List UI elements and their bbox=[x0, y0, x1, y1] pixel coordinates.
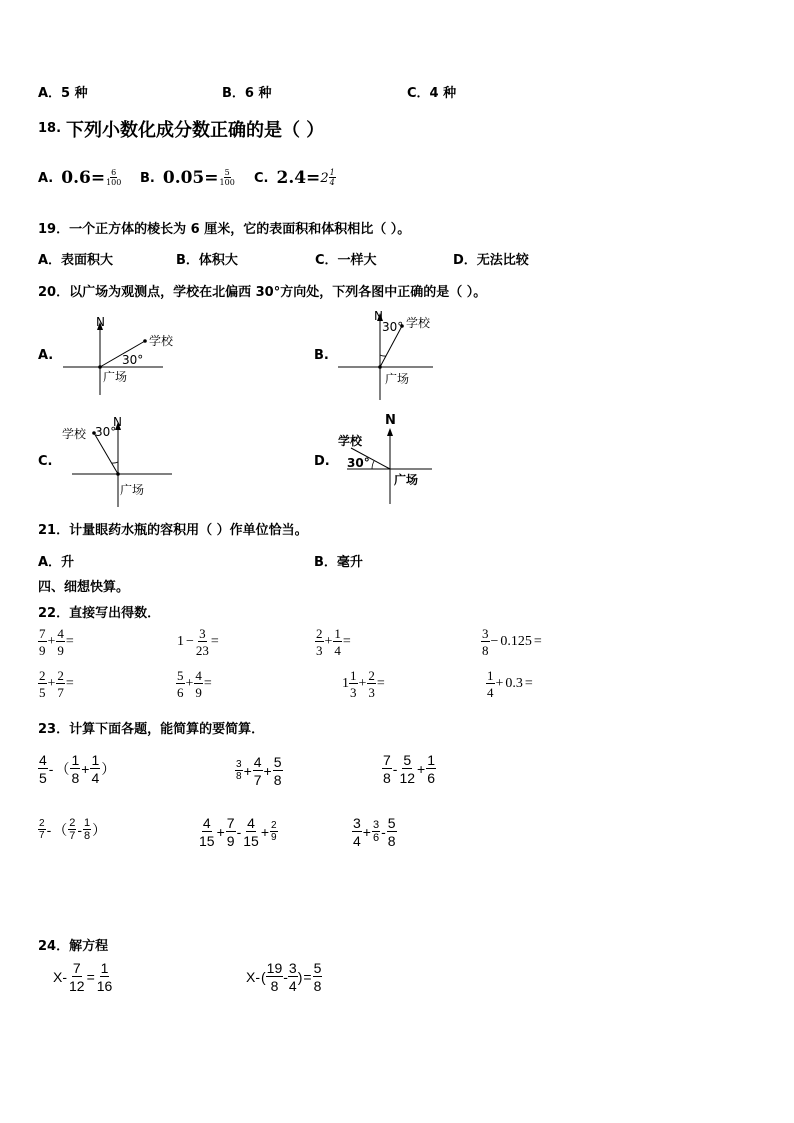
q18-option-b-fraction bbox=[219, 169, 236, 187]
q18-option-c bbox=[254, 168, 336, 188]
q23-expr-4: $\frac{2}{7}$ - （ $\frac{2}{7}$ - $\frac{1}{8}$ ） bbox=[39, 817, 107, 842]
fraction: $\frac{5}{8}$ bbox=[387, 815, 396, 849]
numerator: 6 bbox=[111, 168, 117, 177]
q23-expr-2: $\frac{3}{8}$ + $\frac{4}{7}$ + $\frac{5}{8}$ bbox=[236, 754, 282, 788]
q21-option-b: B．毫升 bbox=[314, 555, 363, 570]
school-label: 学校 bbox=[338, 434, 363, 448]
q17-option-c: C．4 种 bbox=[407, 86, 457, 101]
fraction: $\frac{1}{16}$ bbox=[96, 960, 113, 994]
q22-expr-7: 1 $\frac{1}{3}$ + $\frac{2}{3}$ = bbox=[342, 668, 385, 700]
q20-label-a: A. bbox=[38, 348, 54, 363]
q20-diagram-a bbox=[55, 310, 175, 400]
square-label: 广场 bbox=[394, 473, 419, 487]
q20-diagram-c bbox=[60, 410, 180, 510]
q18-option-a-expr: 0.6= bbox=[61, 168, 106, 188]
q21-option-a: A．升 bbox=[38, 555, 75, 570]
q18-option-a bbox=[38, 168, 122, 188]
square-point bbox=[378, 365, 382, 369]
fraction: $\frac{19}{8}$ bbox=[266, 960, 283, 994]
fraction: $\frac{3}{8}$ bbox=[482, 626, 489, 658]
q20-diagram-b bbox=[330, 305, 450, 405]
fraction: $\frac{7}{12}$ bbox=[69, 960, 85, 994]
q19-option-d: D．无法比较 bbox=[453, 253, 529, 268]
north-label: N bbox=[385, 413, 396, 428]
q18-option-c-expr: 2.4= bbox=[276, 168, 321, 188]
q22-expr-4: $\frac{3}{8}$ − 0.125 = bbox=[482, 626, 542, 658]
q23-text: 23．计算下面各题，能简算的要简算． bbox=[38, 722, 265, 737]
angle-arc bbox=[372, 461, 374, 469]
square-point bbox=[98, 365, 102, 369]
square-label: 广场 bbox=[103, 370, 128, 384]
north-label: N bbox=[374, 309, 383, 323]
q22-expr-5: $\frac{2}{5}$ + $\frac{2}{7}$ = bbox=[39, 668, 74, 700]
q17-option-a: A．5 种 bbox=[38, 86, 88, 101]
angle-label: 30° bbox=[382, 320, 404, 334]
q21-text: 21．计量眼药水瓶的容积用（ ）作单位恰当。 bbox=[38, 523, 308, 538]
fraction: $\frac{1}{4}$ bbox=[334, 626, 341, 658]
school-label: 学校 bbox=[62, 427, 87, 441]
fraction: $\frac{4}{7}$ bbox=[253, 754, 262, 788]
q17-option-b: B．6 种 bbox=[222, 86, 272, 101]
fraction: $\frac{4}{5}$ bbox=[39, 752, 47, 786]
q23-expr-6: $\frac{3}{4}$ + $\frac{3}{6}$ - $\frac{5}{8}$ bbox=[353, 815, 396, 849]
q22-expr-2: 1 − $\frac{3}{23}$ = bbox=[177, 626, 219, 658]
fraction: $\frac{1}{8}$ bbox=[84, 817, 91, 842]
q18-number: 18. bbox=[38, 121, 62, 136]
fraction: $\frac{7}{9}$ bbox=[226, 815, 235, 849]
fraction: $\frac{2}{5}$ bbox=[39, 668, 46, 700]
fraction: $\frac{1}{3}$ bbox=[350, 668, 357, 700]
q18-option-c-label: C. bbox=[254, 170, 269, 186]
fraction: $\frac{2}{7}$ bbox=[57, 668, 64, 700]
square-label: 广场 bbox=[120, 483, 145, 497]
fraction: $\frac{3}{23}$ bbox=[195, 626, 209, 658]
angle-label: 30° bbox=[95, 425, 117, 439]
fraction: $\frac{4}{15}$ bbox=[243, 815, 259, 849]
angle-arc bbox=[380, 355, 386, 356]
q20-diagram-d bbox=[335, 408, 445, 508]
north-label: N bbox=[96, 315, 105, 329]
square-point bbox=[116, 472, 120, 476]
fraction: $\frac{4}{15}$ bbox=[199, 815, 215, 849]
q24-text: 24．解方程 bbox=[38, 939, 109, 954]
q22-text: 22．直接写出得数． bbox=[38, 606, 161, 621]
fraction: $\frac{5}{8}$ bbox=[313, 960, 322, 994]
fraction: $\frac{2}{3}$ bbox=[316, 626, 323, 658]
q18-option-b-expr: 0.05= bbox=[162, 168, 219, 188]
square-label: 广场 bbox=[385, 372, 410, 386]
fraction: $\frac{4}{9}$ bbox=[57, 626, 64, 658]
q23-expr-5: $\frac{4}{15}$ + $\frac{7}{9}$ - $\frac{4}{15}$ + $\frac{2}{9}$ bbox=[199, 815, 277, 849]
q19-option-c: C．一样大 bbox=[315, 253, 377, 268]
q19-option-b: B．体积大 bbox=[176, 253, 238, 268]
q22-expr-3: $\frac{2}{3}$ + $\frac{1}{4}$ = bbox=[316, 626, 351, 658]
direction-line bbox=[94, 433, 118, 474]
fraction: $\frac{3}{4}$ bbox=[353, 815, 361, 849]
q24-equation-1: X- $\frac{7}{12}$ = $\frac{1}{16}$ bbox=[53, 960, 113, 994]
angle-label: 30° bbox=[122, 353, 144, 367]
angle-label: 30° bbox=[347, 456, 370, 470]
fraction: $\frac{7}{8}$ bbox=[383, 752, 391, 786]
q22-expr-1: $\frac{7}{9}$ + $\frac{4}{9}$ = bbox=[39, 626, 74, 658]
north-label: N bbox=[113, 415, 122, 429]
q19-text: 19．一个正方体的棱长为 6 厘米，它的表面积和体积相比（ ）。 bbox=[38, 222, 411, 237]
q20-label-d: D. bbox=[314, 454, 330, 469]
q23-expr-1: $\frac{4}{5}$ - （ $\frac{1}{8}$ + $\frac{1}{4}$ ） bbox=[39, 752, 116, 786]
q20-label-c: C. bbox=[38, 454, 53, 469]
denominator: 100 bbox=[219, 178, 235, 187]
q18-option-c-fraction bbox=[329, 169, 336, 187]
fraction: $\frac{3}{6}$ bbox=[372, 819, 380, 844]
numerator: 5 bbox=[224, 168, 230, 177]
section-heading: 四、细想快算。 bbox=[38, 580, 130, 595]
q18-title: 下列小数化成分数正确的是（ ） bbox=[66, 120, 325, 141]
q18-option-b bbox=[140, 168, 236, 188]
q20-label-b: B. bbox=[314, 348, 329, 363]
fraction: $\frac{2}{7}$ bbox=[39, 818, 45, 841]
fraction: $\frac{2}{3}$ bbox=[368, 668, 375, 700]
fraction: $\frac{2}{9}$ bbox=[271, 820, 277, 843]
fraction: $\frac{4}{9}$ bbox=[195, 668, 202, 700]
q22-expr-6: $\frac{5}{6}$ + $\frac{4}{9}$ = bbox=[177, 668, 212, 700]
fraction: $\frac{1}{4}$ bbox=[91, 752, 100, 786]
q24-equation-2: X- ( $\frac{19}{8}$ - $\frac{3}{4}$ ) = $\frac{5}{8}$ bbox=[246, 960, 322, 994]
q23-expr-3: $\frac{7}{8}$ - $\frac{5}{12}$ + $\frac{1}{6}$ bbox=[383, 752, 436, 786]
fraction: $\frac{2}{7}$ bbox=[69, 817, 76, 842]
q20-text: 20．以广场为观测点，学校在北偏西 30°方向处，下列各图中正确的是（ ）。 bbox=[38, 285, 487, 300]
fraction: $\frac{1}{8}$ bbox=[71, 752, 80, 786]
school-point bbox=[143, 339, 147, 343]
fraction: $\frac{3}{4}$ bbox=[288, 960, 297, 994]
q19-option-a: A．表面积大 bbox=[38, 253, 114, 268]
school-label: 学校 bbox=[149, 334, 174, 348]
q18-option-a-label: A. bbox=[38, 170, 54, 186]
q18-option-a-fraction bbox=[105, 169, 122, 187]
fraction: $\frac{1}{4}$ bbox=[487, 668, 494, 700]
angle-arc bbox=[112, 462, 118, 463]
q18-option-c-whole: 2 bbox=[320, 170, 329, 186]
fraction: $\frac{5}{6}$ bbox=[177, 668, 184, 700]
denominator: 100 bbox=[106, 178, 122, 187]
north-arrow-icon bbox=[387, 428, 393, 436]
fraction: $\frac{7}{9}$ bbox=[39, 626, 46, 658]
fraction: $\frac{3}{8}$ bbox=[236, 759, 242, 782]
numerator: 1 bbox=[329, 168, 335, 177]
fraction: $\frac{5}{8}$ bbox=[273, 754, 282, 788]
q18-option-b-label: B. bbox=[140, 170, 155, 186]
fraction: $\frac{5}{12}$ bbox=[399, 752, 416, 786]
denominator: 4 bbox=[329, 178, 335, 187]
school-label: 学校 bbox=[406, 316, 431, 330]
fraction: $\frac{1}{6}$ bbox=[427, 752, 436, 786]
q22-expr-8: $\frac{1}{4}$ + 0.3 = bbox=[487, 668, 533, 700]
